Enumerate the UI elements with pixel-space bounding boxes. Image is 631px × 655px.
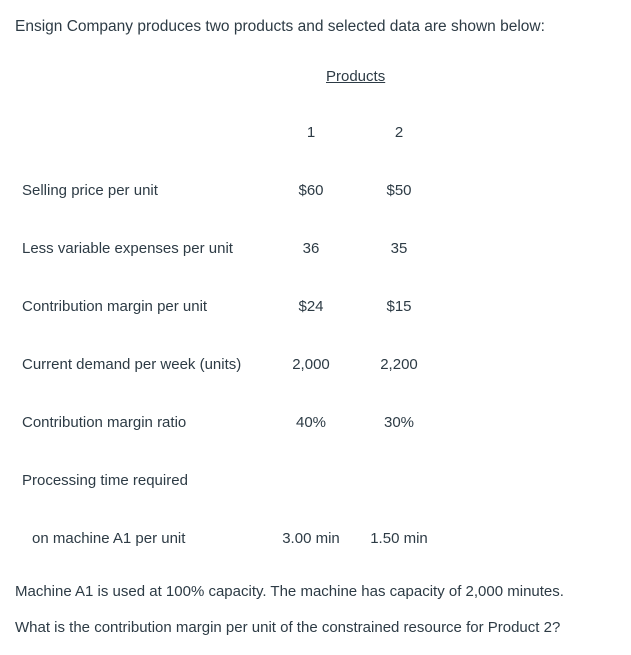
row-label: Contribution margin ratio [22, 414, 187, 431]
product-1-value: 2,000 [292, 356, 330, 373]
row-label: Current demand per week (units) [22, 356, 242, 373]
product-2-value: $50 [386, 182, 412, 199]
product-1-value: 3.00 min [282, 530, 340, 547]
product-2-value: 1.50 min [370, 530, 428, 547]
product-1-value: $60 [298, 182, 324, 199]
row-label: Processing time required [22, 472, 188, 489]
product-1-value: 36 [302, 240, 320, 257]
row-label: Selling price per unit [22, 182, 158, 199]
product-2-value: 35 [390, 240, 408, 257]
column-header-product-1: 1 [306, 124, 316, 141]
table-row-machine-a1 [0, 530, 631, 552]
row-label: on machine A1 per unit [32, 530, 186, 547]
row-label: Less variable expenses per unit [22, 240, 233, 257]
question-text: What is the contribution margin per unit of the constrained resource for Product 2? [15, 619, 561, 636]
row-label: Contribution margin per unit [22, 298, 208, 315]
table-row-contribution-margin [0, 298, 631, 320]
table-row-cm-ratio [0, 414, 631, 436]
table-row-selling-price [0, 182, 631, 204]
product-1-value: 40% [295, 414, 327, 431]
product-1-value: $24 [298, 298, 324, 315]
capacity-note: Machine A1 is used at 100% capacity. The machine has capacity of 2,000 minutes. [15, 583, 564, 600]
products-header: Products [326, 68, 386, 85]
product-2-value: 2,200 [380, 356, 418, 373]
table-row-current-demand [0, 356, 631, 378]
product-2-value: 30% [383, 414, 415, 431]
table-row-processing-time [0, 472, 631, 494]
product-2-value: $15 [386, 298, 412, 315]
column-header-row [0, 124, 631, 146]
table-row-variable-expenses [0, 240, 631, 262]
column-header-product-2: 2 [394, 124, 404, 141]
intro-text: Ensign Company produces two products and selected data are shown below: [15, 18, 545, 35]
